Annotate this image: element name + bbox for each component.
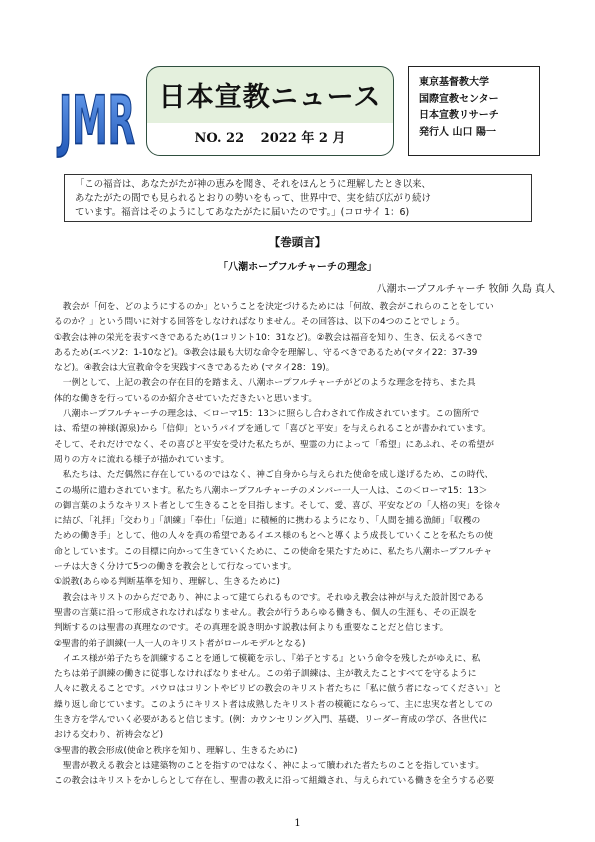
body-line: 教会はキリストのからだであり、神によって建てられるものです。それゆえ教会は神が与えた設計図である [54, 592, 485, 603]
body-line: ①説教(あらゆる判断基準を知り、理解し、生きるために) [54, 577, 280, 588]
jmr-logo [58, 68, 136, 160]
newsletter-header [58, 62, 540, 160]
issue-line [147, 127, 393, 146]
body-line: そして、それだけでなく、その喜びと平安を受けた私たちが、聖霊の力によって「希望」にあふれ、その希望が [54, 439, 495, 450]
page-number: 1 [294, 818, 301, 829]
issue-date: 2022 年 2 月 [260, 131, 346, 146]
svg-text:JMR: JMR [56, 81, 135, 160]
body-line: 体的な働きを行っているのか紹介させていただきたいと思います。 [54, 393, 318, 404]
body-line: 判断するのは聖書の真理なのです。その真理を説き明かす説教は何よりも重要なことだと信じます。 [54, 623, 449, 634]
body-line: など)。④教会は大宣教命令を実践すべきであるため (マタイ28：19)。 [54, 363, 335, 374]
scripture-quote [64, 174, 532, 222]
quote-line: あなたがたの間でも見られるとおりの勢いをもって、世界中で、実を結び広がり続け [75, 193, 431, 204]
publisher-line: 国際宣教センター [419, 93, 499, 105]
body-line: おける交わり、祈祷会など) [54, 730, 163, 741]
issue-number: NO. 22 [194, 131, 245, 146]
body-line: は、希望の神様(源泉)から「信仰」というパイプを通して「喜びと平安」を与えられることが書かれています。 [54, 424, 491, 435]
section-title: 【巻頭言】 [268, 235, 327, 249]
title-box [146, 66, 394, 156]
body-line: 命としています。この目標に向かって生きていくために、この使命を果たすために、私たち八潮ホープフルチャ [54, 546, 493, 557]
body-line: 聖書が教える教会とは建築物のことを指すのではなく、神によって贖われた者たちのことを指しています。 [54, 760, 485, 771]
body-line: に結び、「礼拝」「交わり」「訓練」「奉仕」「伝道」に積極的に携わるようになり、「人間を捕る漁師」「収穫の [54, 516, 481, 527]
body-line: ③聖書的教会形成(使命と秩序を知り、理解し、生きるために) [54, 745, 298, 756]
publisher-box [408, 66, 540, 156]
publisher-line: 東京基督教大学 [419, 77, 489, 88]
body-line: るのか？」という問いに対する回答をしなければなりません。その回答は、以下の4つのことでしょう。 [54, 317, 465, 328]
quote-line: 「この福音は、あなたがたが神の恵みを聞き、それをほんとうに理解したとき以来、 [75, 179, 431, 190]
article-body [54, 300, 546, 790]
body-line: 周りの方々に流れる様子が描かれています。 [54, 454, 230, 465]
article-title: 「八潮ホープフルチャーチの理念」 [218, 262, 377, 273]
body-line: ②聖書的弟子訓練(一人一人のキリスト者がロールモデルとなる) [54, 638, 306, 649]
body-line: イエス様が弟子たちを訓練することを通して模範を示し、『弟子とする』という命令を残したがゆえに、私 [54, 653, 481, 664]
body-line: あるため(エペソ2：1-10など)。③教会は最も大切な命令を理解し、守るべきであるため(マタイ22：37-39 [54, 347, 478, 358]
body-line: の御言葉のようなキリスト者として生きることを目指します。そして、愛、喜び、平安などの「人格の実」を徐々 [54, 500, 502, 511]
body-line: 私たちは、ただ偶然に存在しているのではなく、神ご自身から与えられた使命を成し遂げるため、この時代、 [54, 470, 494, 481]
publisher-line: 発行人 山口 陽一 [419, 126, 496, 138]
body-line: たちは弟子訓練の働きに従事しなければなりません。この弟子訓練は、主が教えたことすべてを守るように [54, 669, 477, 680]
body-line: 教会が「何を、どのようにするのか」ということを決定づけるためには「何故、教会がこれらのことをしてい [54, 302, 494, 312]
quote-line: ています。福音はそのようにしてあなたがたに届いたのです。」(コロサイ 1：6) [75, 207, 410, 218]
body-line: この場所に遣わされています。私たち八潮ホープフルチャーチのメンバー一人一人は、この＜ローマ15：13＞ [54, 485, 488, 496]
body-line: ①教会は神の栄光を表すべきであるため(1コリント10：31など)。②教会は福音を知り、生き、伝えるべきで [54, 332, 483, 343]
body-line: ーチは大きく分けて5つの働きを教会として行なっています。 [54, 562, 297, 573]
body-line: 生き方を学んでいく必要があると信じます。(例：カウンセリング入門、基礎、リーダー育成の学び、各世代に [54, 715, 488, 726]
article-author: 八潮ホープフルチャーチ 牧師 久島 真人 [376, 284, 555, 295]
body-line: 繰り返し命じています。このようにキリスト者は成熟したキリスト者の模範にならって、主に忠実な者としての [54, 699, 493, 710]
newsletter-title: 日本宣教ニュース [158, 82, 382, 113]
body-line: ための働き手」として、他の人々を真の希望であるイエス様のもとへと導くよう成長していくことを私たちの使 [54, 531, 493, 542]
body-line: 一例として、上記の教会の存在目的を踏まえ、八潮ホープフルチャーチがどのような理念を持ち、また具 [54, 378, 476, 389]
body-line: この教会はキリストをかしらとして存在し、聖書の教えに沿って組織され、与えられている働きを全うする必要 [54, 776, 495, 787]
body-line: 聖書の言葉に沿って形成されなければなりません。教会が行うあらゆる働きも、個人の生涯も、その正誤を [54, 607, 477, 618]
body-line: 八潮ホープフルチャーチの理念は、＜ローマ15：13＞に照らし合わされて作成されています。この箇所で [54, 409, 480, 420]
publisher-line: 日本宣教リサーチ [419, 110, 499, 121]
body-line: 人々に教えることです。パウロはコリントやピリピの教会のキリスト者たちに「私に倣う者になってください」と [54, 684, 502, 695]
